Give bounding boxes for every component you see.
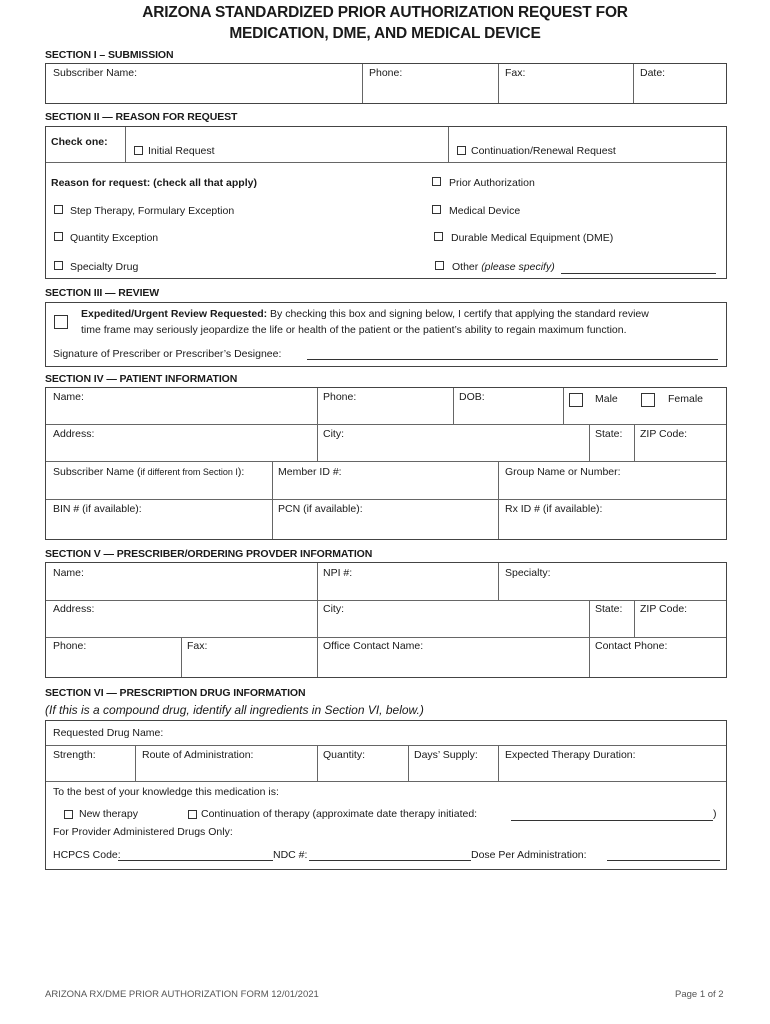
continuation-therapy-checkbox[interactable] bbox=[188, 810, 197, 819]
medical-device-checkbox[interactable] bbox=[432, 205, 441, 214]
route-field[interactable]: Route of Administration: bbox=[142, 749, 254, 761]
prior-auth-label: Prior Authorization bbox=[449, 177, 535, 189]
patient-dob-field[interactable]: DOB: bbox=[459, 391, 485, 403]
section5-heading: SECTION V — PRESCRIBER/ORDERING PROVDER INFORMATION bbox=[45, 548, 373, 560]
section6-subheading: (If this is a compound drug, identify all ingredients in Section VI, below.) bbox=[45, 703, 424, 717]
other-label: Other (please specify) bbox=[452, 261, 555, 273]
signature-label: Signature of Prescriber or Prescriber’s Designee: bbox=[53, 348, 282, 360]
prescriber-fax-field[interactable]: Fax: bbox=[187, 640, 208, 652]
other-specify-line[interactable] bbox=[561, 273, 716, 274]
medical-device-label: Medical Device bbox=[449, 205, 521, 217]
step-therapy-label: Step Therapy, Formulary Exception bbox=[70, 205, 235, 217]
dose-label: Dose Per Administration: bbox=[471, 849, 587, 861]
member-id-field[interactable]: Member ID #: bbox=[278, 466, 342, 478]
new-therapy-checkbox[interactable] bbox=[64, 810, 73, 819]
continuation-label: Continuation/Renewal Request bbox=[471, 145, 616, 157]
specialty-drug-label: Specialty Drug bbox=[70, 261, 139, 273]
section4-box bbox=[45, 387, 727, 540]
female-label: Female bbox=[668, 393, 704, 405]
dme-label: Durable Medical Equipment (DME) bbox=[451, 232, 614, 244]
specialty-drug-checkbox[interactable] bbox=[54, 261, 63, 270]
bin-field[interactable]: BIN # (if available): bbox=[53, 503, 142, 515]
section2-heading: SECTION II — REASON FOR REQUEST bbox=[45, 111, 238, 123]
prescriber-state-field[interactable]: State: bbox=[595, 603, 623, 615]
female-checkbox[interactable] bbox=[641, 393, 655, 407]
form-title-line2: MEDICATION, DME, AND MEDICAL DEVICE bbox=[229, 25, 541, 42]
hcpcs-label: HCPCS Code: bbox=[53, 849, 121, 861]
rxid-field[interactable]: Rx ID # (if available): bbox=[505, 503, 603, 515]
check-one-label: Check one: bbox=[51, 136, 108, 148]
continuation-checkbox[interactable] bbox=[457, 146, 466, 155]
strength-field[interactable]: Strength: bbox=[53, 749, 96, 761]
footer-form-name: ARIZONA RX/DME PRIOR AUTHORIZATION FORM 12/01/2021 bbox=[45, 989, 319, 1000]
patient-city-field[interactable]: City: bbox=[323, 428, 344, 440]
reason-label: Reason for request: (check all that apply) bbox=[51, 177, 257, 189]
prescriber-city-field[interactable]: City: bbox=[323, 603, 344, 615]
date-field[interactable]: Date: bbox=[640, 67, 666, 79]
patient-subscriber-name-field[interactable]: Subscriber Name (if different from Section I): bbox=[53, 466, 245, 478]
section6-heading: SECTION VI — PRESCRIPTION DRUG INFORMATION bbox=[45, 687, 306, 699]
quantity-field[interactable]: Quantity: bbox=[323, 749, 366, 761]
requested-drug-field[interactable]: Requested Drug Name: bbox=[53, 727, 164, 739]
section1-heading: SECTION I – SUBMISSION bbox=[45, 49, 174, 61]
section4-heading: SECTION IV — PATIENT INFORMATION bbox=[45, 373, 238, 385]
initial-request-checkbox[interactable] bbox=[134, 146, 143, 155]
patient-name-field[interactable]: Name: bbox=[53, 391, 84, 403]
hcpcs-line[interactable] bbox=[118, 860, 273, 861]
expedited-text-line2: time frame may seriously jeopardize the life or health of the patient or the patient’s ability to regain maximum function. bbox=[81, 324, 627, 336]
section3-heading: SECTION III — REVIEW bbox=[45, 287, 160, 299]
office-contact-field[interactable]: Office Contact Name: bbox=[323, 640, 424, 652]
continuation-therapy-label: Continuation of therapy (approximate date therapy initiated: bbox=[201, 808, 478, 820]
group-field[interactable]: Group Name or Number: bbox=[505, 466, 621, 478]
other-checkbox[interactable] bbox=[435, 261, 444, 270]
ndc-line[interactable] bbox=[309, 860, 471, 861]
expedited-checkbox[interactable] bbox=[54, 315, 68, 329]
npi-field[interactable]: NPI #: bbox=[323, 567, 353, 579]
section5-box bbox=[45, 562, 727, 678]
step-therapy-checkbox[interactable] bbox=[54, 205, 63, 214]
expedited-text-line1: Expedited/Urgent Review Requested: By checking this box and signing below, I certify that applying the standard review bbox=[81, 308, 649, 320]
prescriber-address-field[interactable]: Address: bbox=[53, 603, 95, 615]
prior-auth-checkbox[interactable] bbox=[432, 177, 441, 186]
close-paren: ) bbox=[713, 808, 717, 820]
form-title-line1: ARIZONA STANDARDIZED PRIOR AUTHORIZATION REQUEST FOR bbox=[142, 4, 628, 21]
patient-phone-field[interactable]: Phone: bbox=[323, 391, 357, 403]
prescriber-phone-field[interactable]: Phone: bbox=[53, 640, 87, 652]
dme-checkbox[interactable] bbox=[434, 232, 443, 241]
signature-line[interactable] bbox=[307, 359, 718, 360]
fax-field[interactable]: Fax: bbox=[505, 67, 526, 79]
patient-zip-field[interactable]: ZIP Code: bbox=[640, 428, 688, 440]
male-checkbox[interactable] bbox=[569, 393, 583, 407]
new-therapy-label: New therapy bbox=[79, 808, 138, 820]
subscriber-name-field[interactable]: Subscriber Name: bbox=[53, 67, 138, 79]
prescriber-zip-field[interactable]: ZIP Code: bbox=[640, 603, 688, 615]
contact-phone-field[interactable]: Contact Phone: bbox=[595, 640, 668, 652]
quantity-exception-checkbox[interactable] bbox=[54, 232, 63, 241]
days-supply-field[interactable]: Days’ Supply: bbox=[414, 749, 478, 761]
duration-field[interactable]: Expected Therapy Duration: bbox=[505, 749, 636, 761]
footer-page-number: Page 1 of 2 bbox=[675, 989, 724, 1000]
therapy-date-line[interactable] bbox=[511, 820, 713, 821]
patient-state-field[interactable]: State: bbox=[595, 428, 623, 440]
quantity-exception-label: Quantity Exception bbox=[70, 232, 159, 244]
provider-admin-label: For Provider Administered Drugs Only: bbox=[53, 826, 233, 838]
ndc-label: NDC #: bbox=[273, 849, 308, 861]
male-label: Male bbox=[595, 393, 618, 405]
patient-address-field[interactable]: Address: bbox=[53, 428, 95, 440]
knowledge-label: To the best of your knowledge this medication is: bbox=[53, 786, 279, 798]
specialty-field[interactable]: Specialty: bbox=[505, 567, 551, 579]
pcn-field[interactable]: PCN (if available): bbox=[278, 503, 363, 515]
dose-line[interactable] bbox=[607, 860, 720, 861]
initial-request-label: Initial Request bbox=[148, 145, 215, 157]
prescriber-name-field[interactable]: Name: bbox=[53, 567, 84, 579]
phone-field[interactable]: Phone: bbox=[369, 67, 403, 79]
